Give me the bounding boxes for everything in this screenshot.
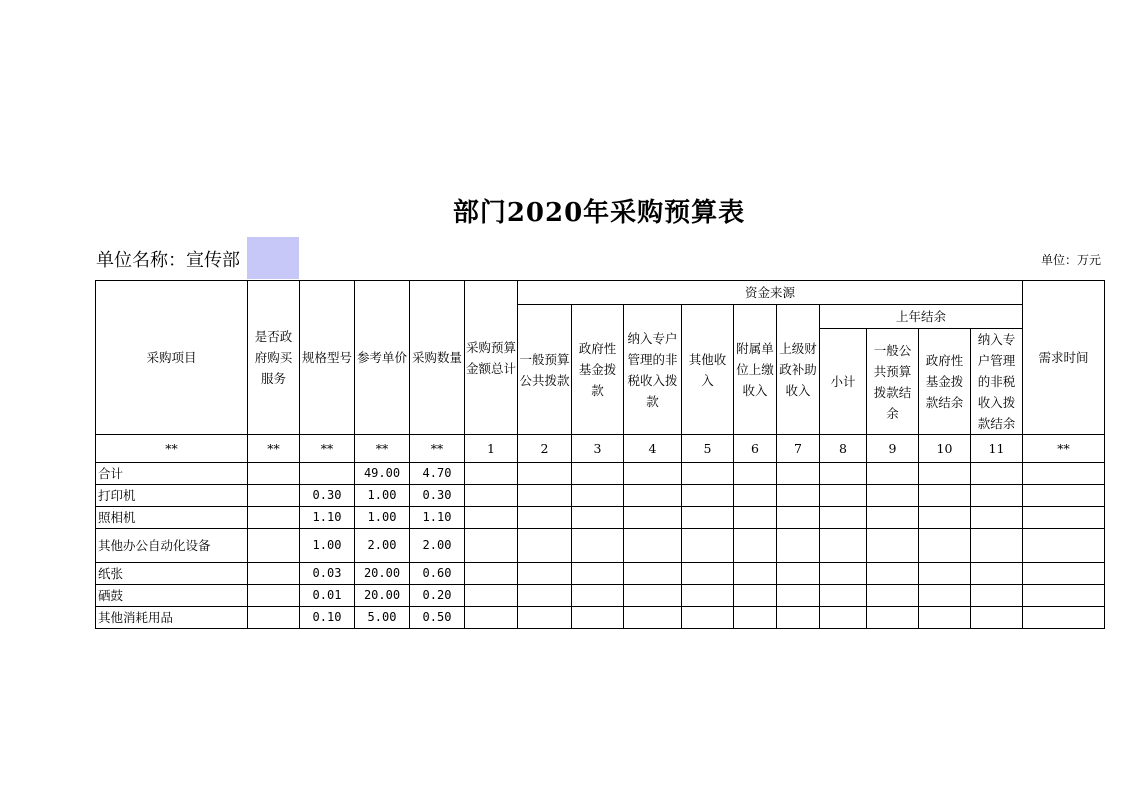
empty-cell [867,485,919,507]
empty-cell [777,563,820,585]
empty-cell [919,463,971,485]
header-other-income: 其他收入 [682,305,734,435]
empty-cell [867,529,919,563]
table-row [96,463,1105,485]
empty-cell [919,507,971,529]
header-ly-nontax: 纳入专户管理的非税收入拨款结余 [971,329,1023,435]
table-row [96,563,1105,585]
empty-cell [572,485,624,507]
header-item: 采购项目 [96,281,248,435]
index-cell: ** [355,435,410,463]
empty-cell [919,585,971,607]
index-cell: 4 [624,435,682,463]
empty-cell [572,585,624,607]
empty-cell [971,607,1023,629]
row-gov-service [248,485,300,507]
empty-cell [820,507,867,529]
empty-cell [777,607,820,629]
row-ref-price: 2.00 [355,529,410,563]
empty-cell [624,507,682,529]
empty-cell [465,485,518,507]
table-row [96,485,1105,507]
empty-cell [624,607,682,629]
row-spec [300,463,355,485]
empty-cell [465,507,518,529]
row-ref-price: 20.00 [355,585,410,607]
empty-cell [518,563,572,585]
row-item-name: 纸张 [96,563,248,585]
index-cell: ** [1023,435,1105,463]
header-last-year-balance: 上年结余 [820,305,1023,329]
empty-cell [971,585,1023,607]
empty-cell [820,529,867,563]
row-gov-service [248,607,300,629]
row-spec: 0.01 [300,585,355,607]
empty-cell [1023,607,1105,629]
empty-cell [572,607,624,629]
empty-cell [1023,485,1105,507]
empty-cell [465,585,518,607]
empty-cell [971,463,1023,485]
row-spec: 1.10 [300,507,355,529]
empty-cell [867,585,919,607]
index-cell: 6 [734,435,777,463]
header-demand-time: 需求时间 [1023,281,1105,435]
header-ly-gov-fund: 政府性基金拨款结余 [919,329,971,435]
row-ref-price: 20.00 [355,563,410,585]
header-ref-price: 参考单价 [355,281,410,435]
empty-cell [777,585,820,607]
empty-cell [518,529,572,563]
empty-cell [465,607,518,629]
empty-cell [465,563,518,585]
index-cell: 8 [820,435,867,463]
empty-cell [572,529,624,563]
row-item-name: 打印机 [96,485,248,507]
index-row [96,435,1105,463]
row-ref-price: 1.00 [355,485,410,507]
row-quantity: 0.30 [410,485,465,507]
empty-cell [971,529,1023,563]
empty-cell [1023,585,1105,607]
empty-cell [465,463,518,485]
empty-cell [572,507,624,529]
row-quantity: 1.10 [410,507,465,529]
empty-cell [820,485,867,507]
index-cell: 10 [919,435,971,463]
header-general-budget: 一般预算公共拨款 [518,305,572,435]
empty-cell [820,463,867,485]
empty-cell [971,563,1023,585]
row-quantity: 4.70 [410,463,465,485]
row-quantity: 2.00 [410,529,465,563]
empty-cell [820,563,867,585]
empty-cell [919,485,971,507]
empty-cell [919,529,971,563]
table-row [96,507,1105,529]
table-row [96,607,1105,629]
empty-cell [572,563,624,585]
index-cell: ** [96,435,248,463]
empty-cell [518,607,572,629]
empty-cell [682,585,734,607]
empty-cell [624,485,682,507]
empty-cell [734,607,777,629]
empty-cell [777,507,820,529]
empty-cell [1023,507,1105,529]
empty-cell [465,529,518,563]
row-spec: 0.10 [300,607,355,629]
header-affiliated: 附属单位上缴收入 [734,305,777,435]
row-quantity: 0.20 [410,585,465,607]
empty-cell [682,507,734,529]
index-cell: ** [248,435,300,463]
header-ly-general: 一般公共预算拨款结余 [867,329,919,435]
empty-cell [682,463,734,485]
empty-cell [820,607,867,629]
empty-cell [971,507,1023,529]
row-spec: 0.30 [300,485,355,507]
empty-cell [919,563,971,585]
empty-cell [971,485,1023,507]
empty-cell [734,485,777,507]
header-gov-service: 是否政府购买服务 [248,281,300,435]
unit-name-highlight [247,237,299,279]
header-quantity: 采购数量 [410,281,465,435]
page-title: 部门2020年采购预算表 [452,198,746,228]
empty-cell [734,529,777,563]
index-cell: 5 [682,435,734,463]
index-cell: ** [410,435,465,463]
row-quantity: 0.50 [410,607,465,629]
row-item-name: 其他办公自动化设备 [96,529,248,563]
header-gov-fund: 政府性基金拨款 [572,305,624,435]
row-spec: 0.03 [300,563,355,585]
header-spec: 规格型号 [300,281,355,435]
row-gov-service [248,507,300,529]
money-unit-label: 单位：万元 [1040,253,1101,267]
empty-cell [867,463,919,485]
table-row [96,585,1105,607]
row-ref-price: 5.00 [355,607,410,629]
empty-cell [624,563,682,585]
header-subtotal: 小计 [820,329,867,435]
empty-cell [867,563,919,585]
header-total: 采购预算金额总计 [465,281,518,435]
row-item-name: 合计 [96,463,248,485]
row-item-name: 照相机 [96,507,248,529]
index-cell: 2 [518,435,572,463]
empty-cell [734,463,777,485]
header-funding-source: 资金来源 [518,281,1023,305]
index-cell: 3 [572,435,624,463]
empty-cell [777,529,820,563]
empty-cell [572,463,624,485]
empty-cell [518,485,572,507]
index-cell: 9 [867,435,919,463]
empty-cell [682,529,734,563]
row-item-name: 硒鼓 [96,585,248,607]
empty-cell [867,607,919,629]
row-quantity: 0.60 [410,563,465,585]
empty-cell [734,507,777,529]
row-item-name: 其他消耗用品 [96,607,248,629]
empty-cell [624,585,682,607]
empty-cell [624,463,682,485]
header-superior-subsidy: 上级财政补助收入 [777,305,820,435]
index-cell: 1 [465,435,518,463]
empty-cell [734,585,777,607]
row-ref-price: 49.00 [355,463,410,485]
row-gov-service [248,563,300,585]
index-cell: 11 [971,435,1023,463]
row-ref-price: 1.00 [355,507,410,529]
row-spec: 1.00 [300,529,355,563]
empty-cell [518,585,572,607]
index-cell: 7 [777,435,820,463]
empty-cell [1023,563,1105,585]
row-gov-service [248,463,300,485]
empty-cell [777,485,820,507]
empty-cell [1023,463,1105,485]
empty-cell [867,507,919,529]
empty-cell [1023,529,1105,563]
header-nontax: 纳入专户管理的非税收入拨款 [624,305,682,435]
unit-label: 单位名称：宣传部 [96,250,240,271]
empty-cell [682,563,734,585]
empty-cell [777,463,820,485]
empty-cell [734,563,777,585]
budget-table [95,280,1105,629]
empty-cell [682,485,734,507]
table-row [96,529,1105,563]
empty-cell [919,607,971,629]
empty-cell [518,463,572,485]
empty-cell [682,607,734,629]
row-gov-service [248,585,300,607]
empty-cell [624,529,682,563]
empty-cell [820,585,867,607]
index-cell: ** [300,435,355,463]
empty-cell [518,507,572,529]
row-gov-service [248,529,300,563]
